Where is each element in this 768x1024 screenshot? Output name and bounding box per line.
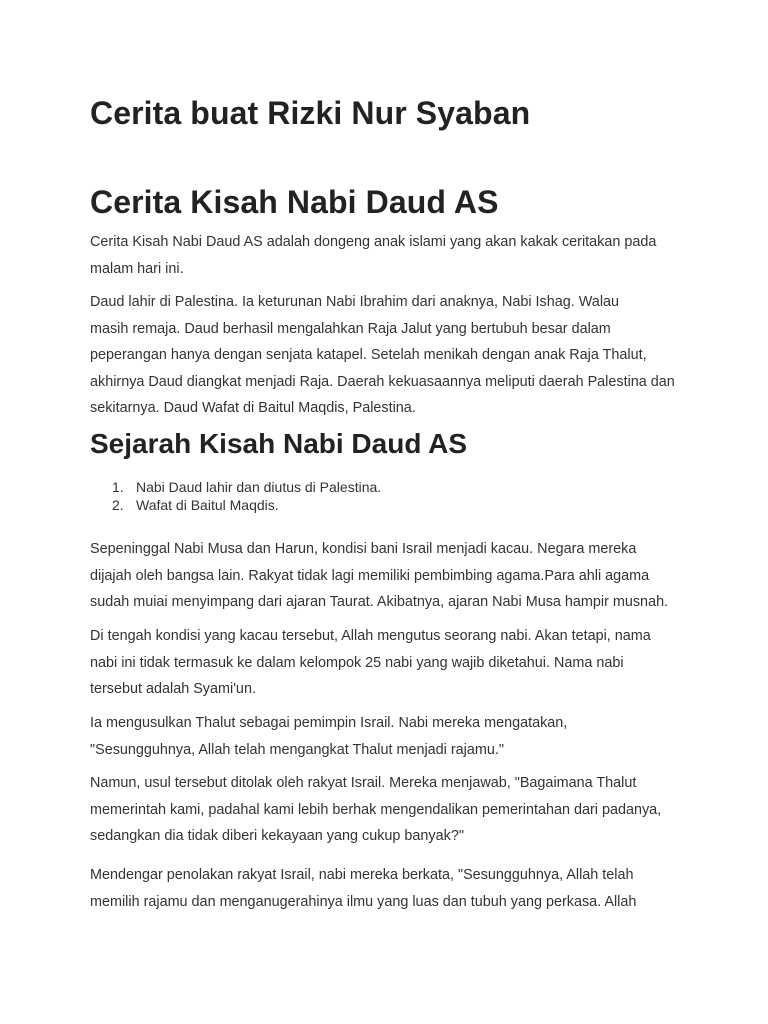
text-line: sekitarnya. Daud Wafat di Baitul Maqdis, Palestina. [90, 400, 416, 416]
text-line: Di tengah kondisi yang kacau tersebut, Allah mengutus seorang nabi. Akan tetapi, nama [90, 628, 651, 644]
text-line: memilih rajamu dan menganugerahinya ilmu yang luas dan tubuh yang perkasa. Allah [90, 893, 637, 910]
text-line: Daud lahir di Palestina. Ia keturunan Nabi Ibrahim dari anaknya, Nabi Ishag. Walau [90, 294, 620, 310]
paragraph-thalut [90, 710, 690, 763]
text-line: nabi ini tidak termasuk ke dalam kelompok 25 nabi yang wajib diketahui. Nama nabi [90, 654, 624, 671]
list-item [90, 496, 690, 514]
list-item-text: Wafat di Baitul Maqdis. [136, 497, 279, 513]
list-item [90, 478, 690, 496]
text-line: sudah muiai menyimpang dari ajaran Taurat. Akibatnya, ajaran Nabi Musa hampir musnah. [90, 594, 669, 610]
text-line: akhirnya Daud diangkat menjadi Raja. Daerah kekuasaannya meliputi daerah Palestina dan [90, 373, 675, 390]
text-line: peperangan hanya dengan senjata katapel. Setelah menikah dengan anak Raja Thalut, [90, 347, 647, 363]
section-heading-sejarah: Sejarah Kisah Nabi Daud AS [90, 428, 468, 459]
list-number: 2. [112, 497, 124, 513]
list-number: 1. [112, 479, 124, 495]
text-line: Sepeninggal Nabi Musa dan Harun, kondisi bani Israil menjadi kacau. Negara mereka [90, 541, 637, 557]
paragraph-intro [90, 229, 690, 282]
text-line: tersebut adalah Syami'un. [90, 681, 256, 697]
list-item-text: Nabi Daud lahir dan diutus di Palestina. [136, 479, 382, 495]
paragraph-tengah-kondisi [90, 623, 690, 703]
text-line: masih remaja. Daud berhasil mengalahkan Raja Jalut yang bertubuh besar dalam [90, 320, 611, 337]
text-line: "Sesungguhnya, Allah telah mengangkat Thalut menjadi rajamu." [90, 741, 504, 758]
paragraph-mendengar [90, 862, 690, 915]
text-line: dijajah oleh bangsa lain. Rakyat tidak lagi memiliki pembimbing agama.Para ahli agama [90, 567, 650, 584]
text-line: Mendengar penolakan rakyat Israil, nabi mereka berkata, "Sesungguhnya, Allah telah [90, 867, 634, 883]
text-line: sedangkan dia tidak diberi kekayaan yang cukup banyak?" [90, 828, 464, 844]
section-heading-cerita: Cerita Kisah Nabi Daud AS [90, 184, 499, 220]
text-line: memerintah kami, padahal kami lebih berhak mengendalikan pemerintahan dari padanya, [90, 801, 662, 818]
paragraph-sepeninggal [90, 536, 690, 616]
text-line: malam hari ini. [90, 260, 184, 277]
text-line: Namun, usul tersebut ditolak oleh rakyat Israil. Mereka menjawab, "Bagaimana Thalut [90, 775, 637, 791]
text-line: Ia mengusulkan Thalut sebagai pemimpin Israil. Nabi mereka mengatakan, [90, 715, 568, 731]
text-line: Cerita Kisah Nabi Daud AS adalah dongeng anak islami yang akan kakak ceritakan pada [90, 234, 657, 250]
document-title: Cerita buat Rizki Nur Syaban [90, 95, 531, 131]
paragraph-daud-lahir [90, 289, 690, 422]
paragraph-usul-ditolak [90, 770, 690, 850]
numbered-list [90, 478, 690, 514]
